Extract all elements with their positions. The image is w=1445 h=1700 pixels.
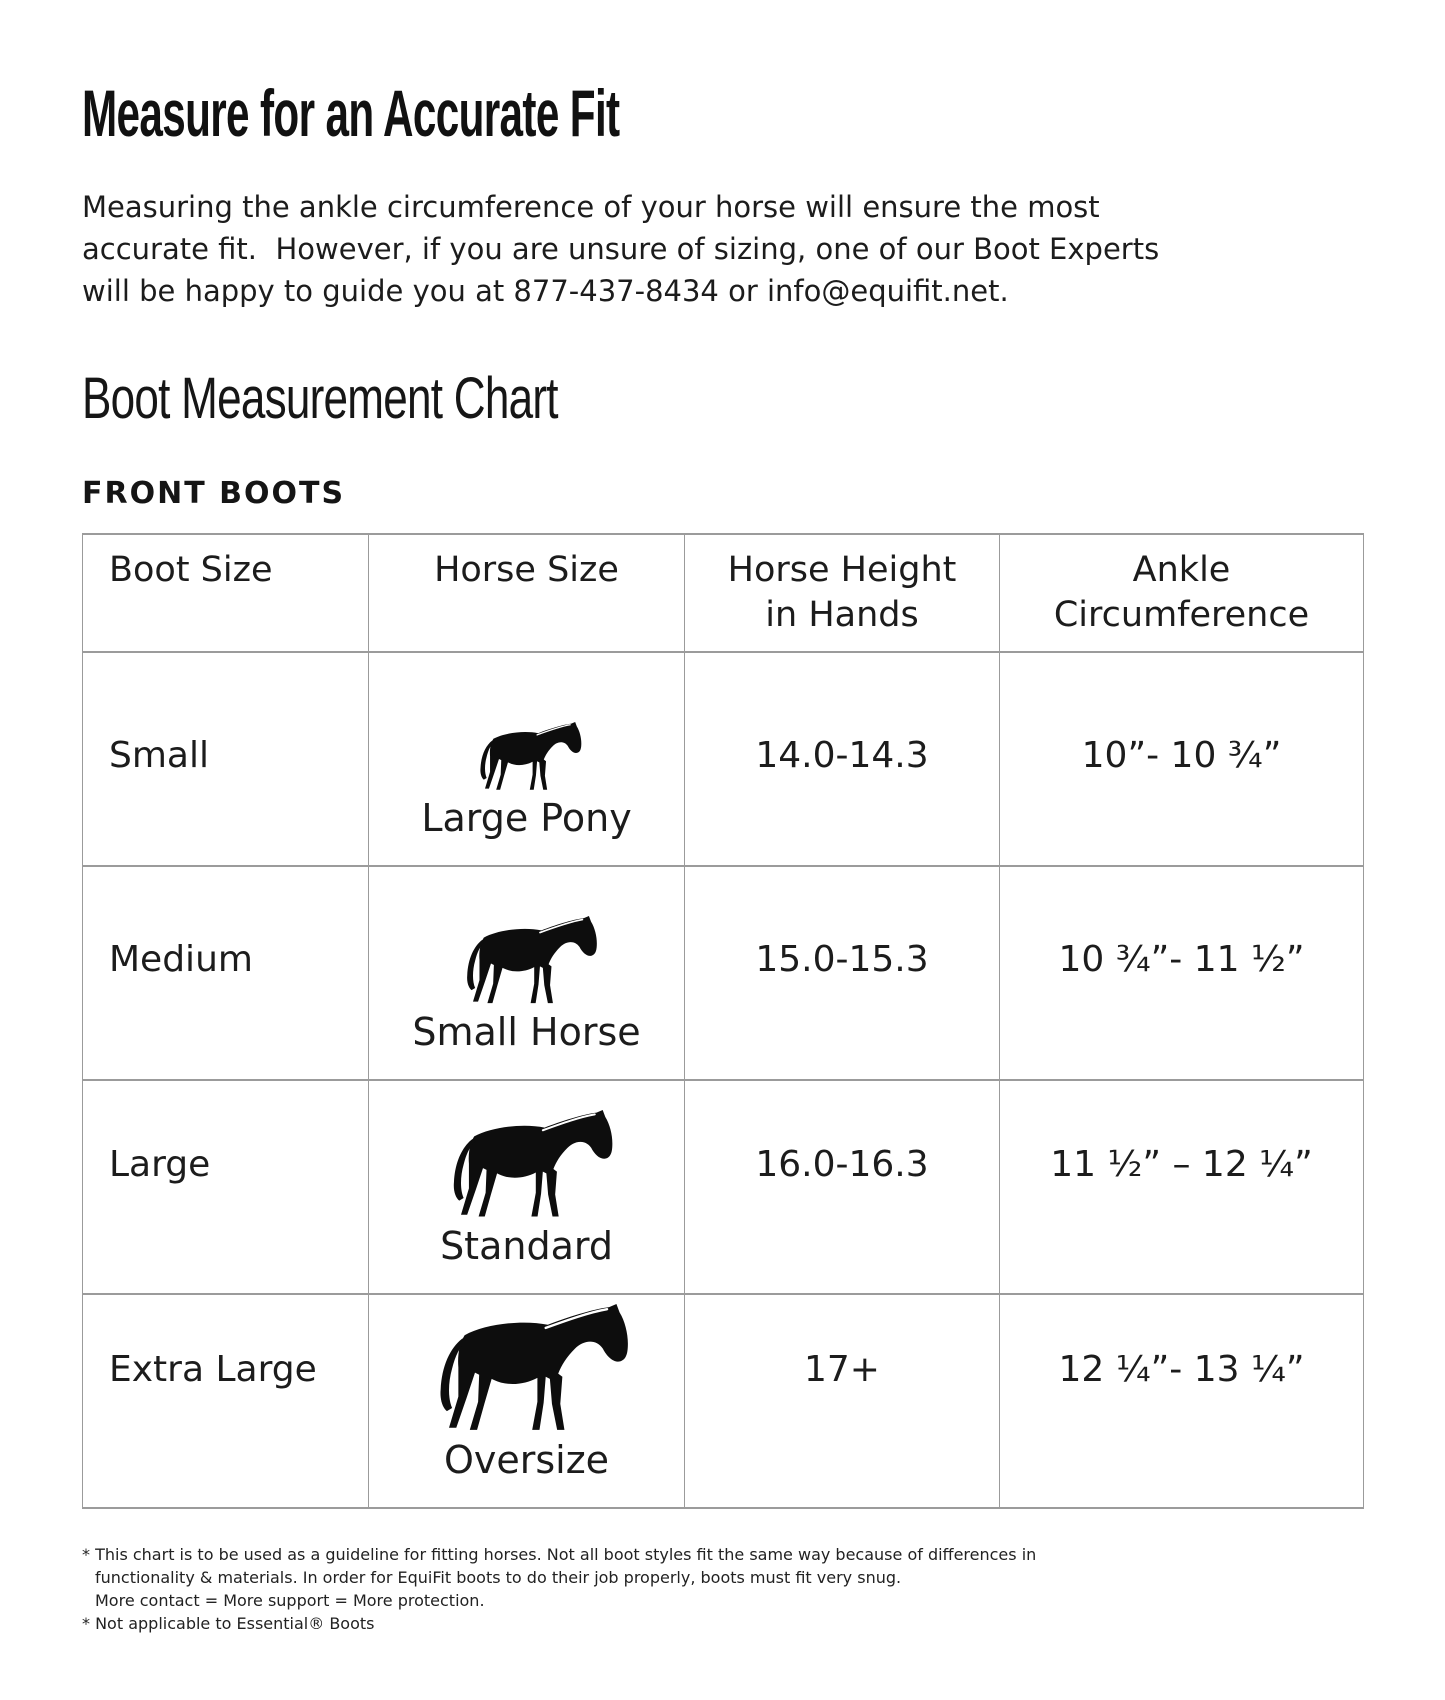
column-header-boot-size: Boot Size [83, 534, 369, 652]
column-header-ankle-circumference: Ankle Circumference [1000, 534, 1364, 652]
section-title: Boot Measurement Chart [82, 366, 558, 431]
horse-silhouette-icon [471, 722, 583, 792]
horse-size-label: Standard [440, 1224, 613, 1268]
page-title: Measure for an Accurate Fit [82, 76, 620, 150]
horse-size-cell [369, 1294, 685, 1508]
horse-height-cell: 16.0-16.3 [685, 1080, 1000, 1294]
ankle-circumference-cell: 10”- 10 ¾” [1000, 652, 1364, 866]
horse-size-cell [369, 866, 685, 1080]
column-header-horse-height: Horse Height in Hands [685, 534, 1000, 652]
boot-measurement-table [82, 533, 1364, 1509]
table-row-extra-large [83, 1294, 1364, 1508]
horse-height-cell: 17+ [685, 1294, 1000, 1508]
footnotes [82, 1543, 1363, 1635]
boot-size-cell: Extra Large [83, 1294, 369, 1508]
horse-height-cell: 14.0-14.3 [685, 652, 1000, 866]
intro-line: Measuring the ankle circumference of your horse will ensure the most [82, 190, 1100, 224]
ankle-circumference-cell: 11 ½” – 12 ¼” [1000, 1080, 1364, 1294]
boot-size-cell: Large [83, 1080, 369, 1294]
horse-size-label: Oversize [443, 1438, 610, 1482]
table-row-small [83, 652, 1364, 866]
horse-size-cell [369, 1080, 685, 1294]
ankle-circumference-cell: 12 ¼”- 13 ¼” [1000, 1294, 1364, 1508]
table-header-row [83, 534, 1364, 652]
horse-silhouette-icon [455, 916, 599, 1006]
intro-line: accurate fit. However, if you are unsure of sizing, one of our Boot Experts [82, 232, 1160, 266]
boot-size-cell: Small [83, 652, 369, 866]
footnote-line: functionality & materials. In order for EquiFit boots to do their job properly, boots must fit very snug. [95, 1568, 902, 1587]
horse-silhouette-icon [423, 1304, 631, 1434]
horse-size-label: Large Pony [421, 796, 632, 840]
ankle-circumference-cell: 10 ¾”- 11 ½” [1000, 866, 1364, 1080]
table-row-large [83, 1080, 1364, 1294]
footnote-line: * Not applicable to Essential® Boots [82, 1614, 375, 1633]
footnote-line: More contact = More support = More protection. [95, 1591, 485, 1610]
front-boots-label: FRONT BOOTS [82, 476, 346, 511]
horse-height-cell: 15.0-15.3 [685, 866, 1000, 1080]
boot-size-cell: Medium [83, 866, 369, 1080]
horse-size-cell [369, 652, 685, 866]
footnote-line: * This chart is to be used as a guideline for fitting horses. Not all boot styles fit the same way because of differences in [82, 1545, 1037, 1564]
horse-silhouette-icon [439, 1110, 615, 1220]
intro-paragraph [82, 186, 1363, 312]
horse-size-label: Small Horse [412, 1010, 641, 1054]
column-header-horse-size: Horse Size [369, 534, 685, 652]
table-row-medium [83, 866, 1364, 1080]
intro-line: will be happy to guide you at 877-437-8434 or info@equifit.net. [82, 274, 1009, 308]
